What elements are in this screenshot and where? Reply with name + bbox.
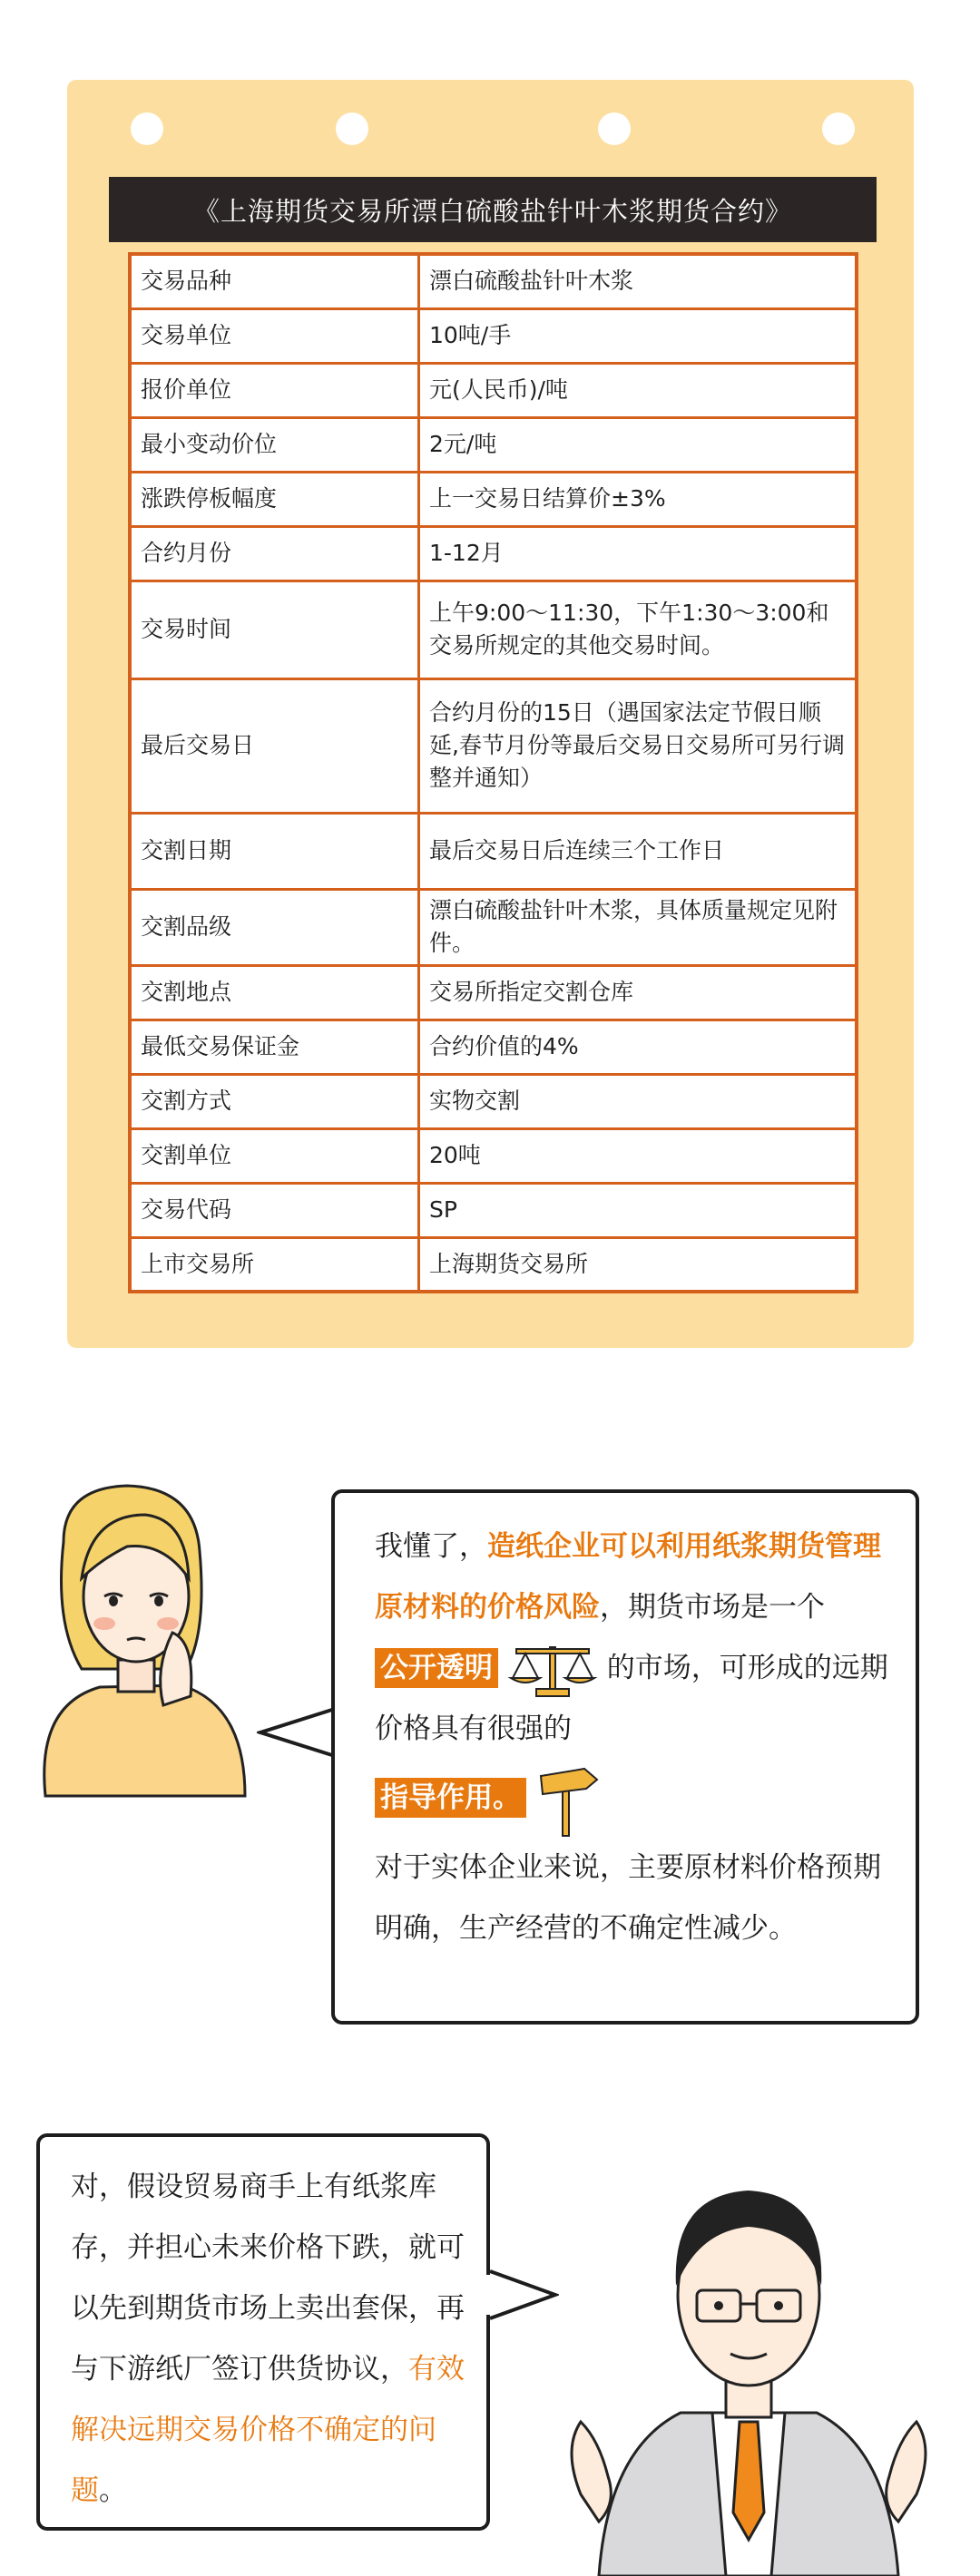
- contract-field-label: 交割品级: [130, 889, 419, 965]
- contract-field-value: SP: [419, 1183, 858, 1237]
- contract-row: [130, 581, 857, 678]
- contract-row: [130, 472, 857, 526]
- man-illustration: [544, 2086, 953, 2576]
- contract-field-value: 2元/吨: [419, 417, 858, 472]
- contract-field-value: 10吨/手: [419, 308, 858, 363]
- contract-field-label: 交易单位: [130, 308, 419, 363]
- binder-hole: [131, 112, 163, 145]
- speech-bubble-tail: [257, 1705, 338, 1760]
- contract-field-label: 最小变动价位: [130, 417, 419, 472]
- binder-hole: [822, 112, 855, 145]
- contract-field-value: 上午9:00～11:30，下午1:30～3:00和交易所规定的其他交易时间。: [419, 581, 858, 678]
- highlight-text: 有效解决远期交易价格不确定的问题: [71, 2353, 465, 2507]
- dialog-text: 。: [99, 2474, 127, 2507]
- contract-row: [130, 1074, 857, 1128]
- speech-bubble-girl: [331, 1489, 919, 2025]
- contract-field-label: 报价单位: [130, 363, 419, 417]
- tag-guidance: 指导作用。: [375, 1778, 526, 1818]
- dialog-text: 对于实体企业来说，主要原材料价格预期明确，生产经营的不确定性减少。: [375, 1851, 881, 1945]
- contract-field-label: 交易时间: [130, 581, 419, 678]
- balance-scale-icon: [507, 1642, 598, 1698]
- signpost-icon: [535, 1760, 601, 1838]
- girl-illustration: [27, 1478, 263, 1805]
- contract-field-value: 上海期货交易所: [419, 1237, 858, 1292]
- contract-title: 《上海期货交易所漂白硫酸盐针叶木浆期货合约》: [109, 177, 877, 242]
- contract-field-label: 交割方式: [130, 1074, 419, 1128]
- contract-row: [130, 813, 857, 889]
- contract-row: [130, 308, 857, 363]
- contract-field-value: 漂白硫酸盐针叶木浆: [419, 254, 858, 308]
- contract-row: [130, 678, 857, 813]
- contract-row: [130, 363, 857, 417]
- contract-row: [130, 1128, 857, 1183]
- man-dialog-text: [71, 2157, 470, 2522]
- contract-field-value: 元(人民币)/吨: [419, 363, 858, 417]
- dialog-text: 对，假设贸易商手上有纸浆库存，并担心未来价格下跌，就可以先到期货市场上卖出套保，再与下游纸厂签订供货协议，: [71, 2171, 465, 2386]
- contract-row: [130, 965, 857, 1020]
- dialog-text: ，期货市场是一个: [600, 1591, 825, 1624]
- contract-field-value: 合约月份的15日（遇国家法定节假日顺延,春节月份等最后交易日交易所可另行调整并通知）: [419, 678, 858, 813]
- contract-row: [130, 1020, 857, 1074]
- contract-field-label: 交割单位: [130, 1128, 419, 1183]
- girl-dialog-text: [375, 1517, 892, 1959]
- contract-table: [128, 252, 858, 1293]
- contract-field-value: 实物交割: [419, 1074, 858, 1128]
- tag-open-transparent: 公开透明: [375, 1648, 498, 1688]
- contract-row: [130, 526, 857, 581]
- contract-field-label: 交易品种: [130, 254, 419, 308]
- contract-field-label: 上市交易所: [130, 1237, 419, 1292]
- contract-field-value: 交易所指定交割仓库: [419, 965, 858, 1020]
- highlight-text: 造纸企业可以利用纸浆期货管理原材料的价格风险: [375, 1530, 881, 1624]
- speech-bubble-man: [36, 2133, 490, 2531]
- contract-field-label: 交割日期: [130, 813, 419, 889]
- contract-row: [130, 1237, 857, 1292]
- contract-field-label: 涨跌停板幅度: [130, 472, 419, 526]
- dialog-text: 的市场，可形成的远期价格具有很强的: [375, 1652, 888, 1745]
- contract-field-value: 最后交易日后连续三个工作日: [419, 813, 858, 889]
- contract-row: [130, 254, 857, 308]
- binder-hole: [336, 112, 368, 145]
- contract-field-value: 漂白硫酸盐针叶木浆，具体质量规定见附件。: [419, 889, 858, 965]
- contract-field-value: 合约价值的4%: [419, 1020, 858, 1074]
- contract-field-label: 最低交易保证金: [130, 1020, 419, 1074]
- contract-row: [130, 1183, 857, 1237]
- contract-field-value: 1-12月: [419, 526, 858, 581]
- contract-row: [130, 417, 857, 472]
- contract-field-label: 交易代码: [130, 1183, 419, 1237]
- contract-field-label: 合约月份: [130, 526, 419, 581]
- binder-hole: [598, 112, 631, 145]
- dialog-text: 我懂了，: [375, 1530, 487, 1563]
- contract-field-label: 交割地点: [130, 965, 419, 1020]
- contract-field-value: 上一交易日结算价±3%: [419, 472, 858, 526]
- contract-row: [130, 889, 857, 965]
- contract-field-value: 20吨: [419, 1128, 858, 1183]
- contract-field-label: 最后交易日: [130, 678, 419, 813]
